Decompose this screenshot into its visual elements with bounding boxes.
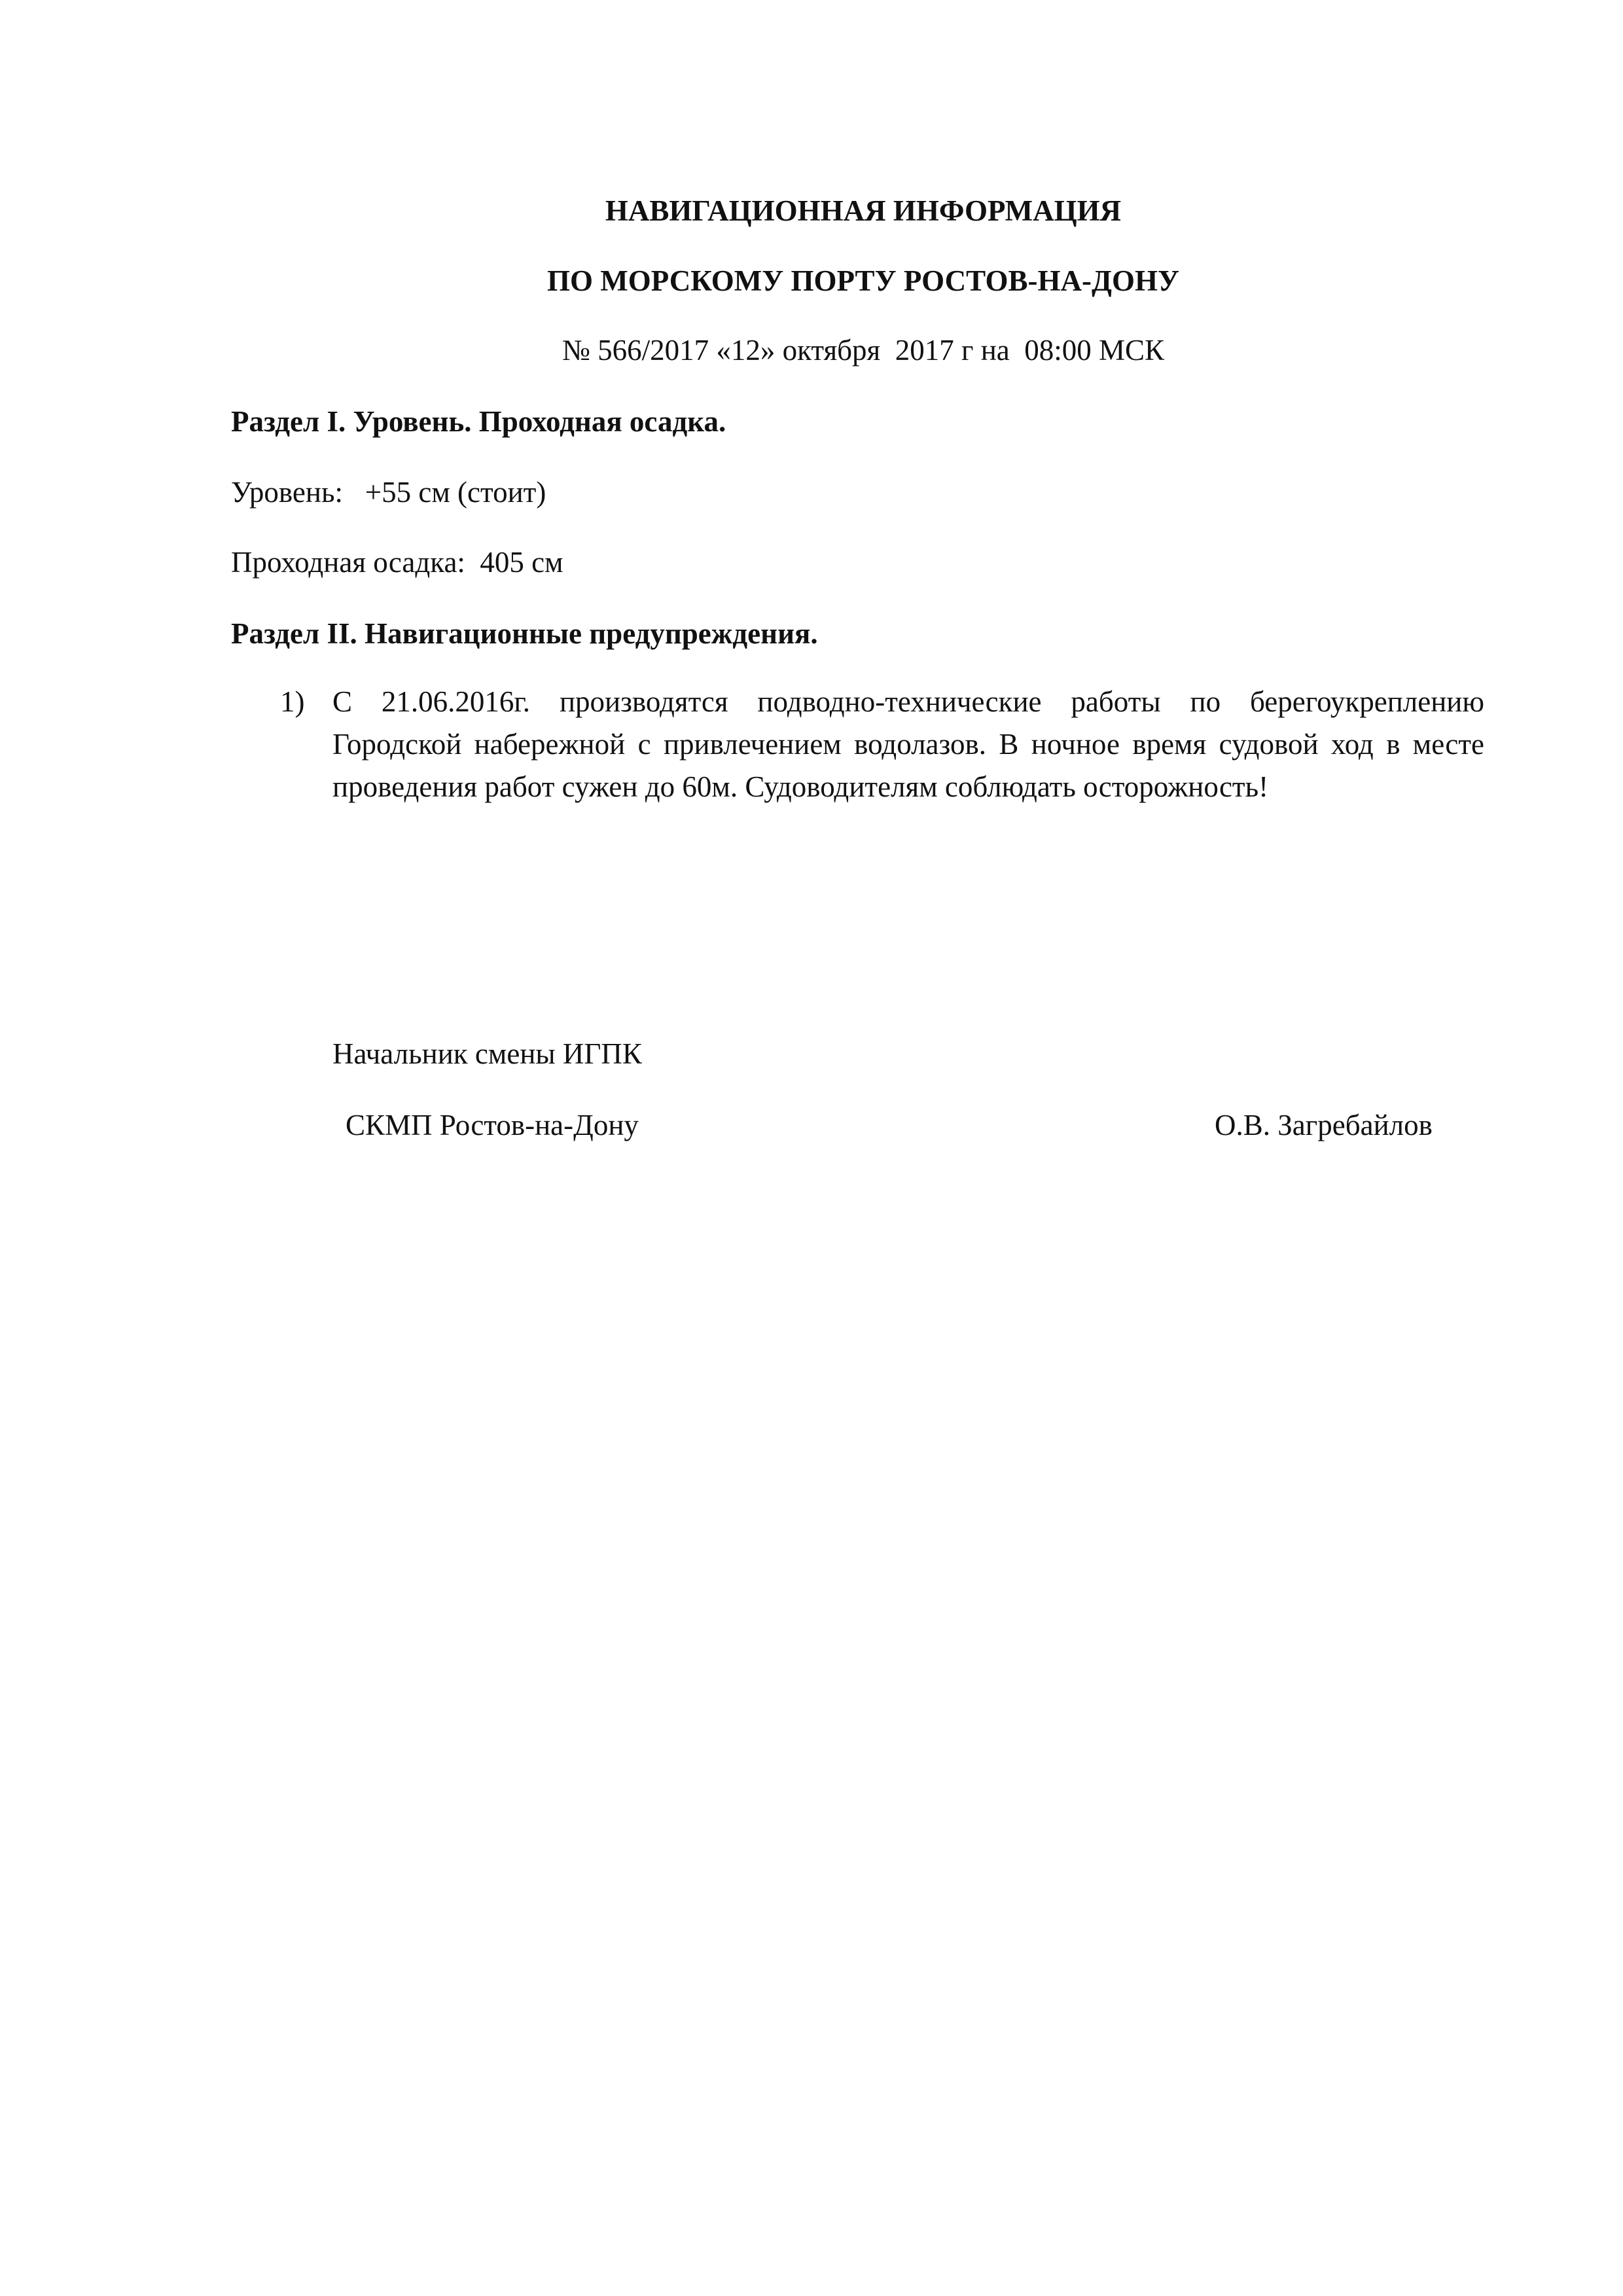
passage-draft-line: Проходная осадка: 405 см	[231, 546, 563, 579]
signer-position-line-1: Начальник смены ИГПК	[332, 1037, 642, 1070]
signer-name: О.В. Загребайлов	[1215, 1109, 1433, 1141]
warning-item-number: 1)	[280, 685, 305, 718]
water-level-line: Уровень: +55 см (стоит)	[231, 476, 546, 509]
document-title-line-1: НАВИГАЦИОННАЯ ИНФОРМАЦИЯ	[605, 194, 1122, 227]
section-2-heading: Раздел II. Навигационные предупреждения.	[231, 617, 818, 650]
document-title-line-2: ПО МОРСКОМУ ПОРТУ РОСТОВ-НА-ДОНУ	[546, 264, 1180, 297]
section-1-heading: Раздел I. Уровень. Проходная осадка.	[231, 405, 726, 438]
signer-position-line-2: СКМП Ростов-на-Дону	[346, 1109, 639, 1141]
document-number-date: № 566/2017 «12» октября 2017 г на 08:00 МСК	[562, 334, 1165, 367]
warning-item-text: С 21.06.2016г. производятся подводно-технические работы по берегоукреплению Городской набережной с привлечением водолазов. В ночное время судовой ход в месте проведения работ сужен до 60м. Судоводителям соблюдать осторожность!	[332, 685, 1484, 803]
